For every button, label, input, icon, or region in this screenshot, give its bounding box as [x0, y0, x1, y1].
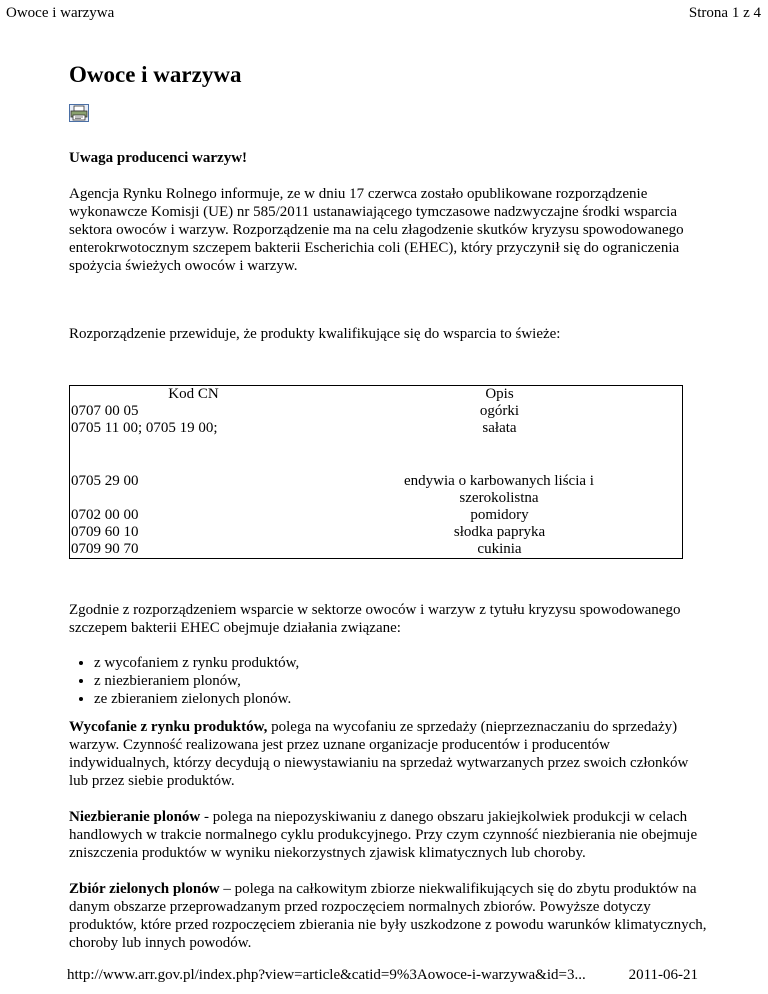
- regulation-intro: Rozporządzenie przewiduje, że produkty kwalifikujące się do wsparcia to świeże:: [69, 326, 561, 342]
- table-row: [70, 507, 683, 524]
- product-desc: endywia o karbowanych liścia i szerokolistna: [404, 473, 594, 506]
- green-harvest-paragraph: [69, 880, 709, 952]
- green-harvest-text: – polega na całkowitym zbiorze niekwalifikujących się do zbytu produktów na danym obszarze przeprowadzanym przed rozpoczęciem normalnych zbiorów. Powyższe dotyczy produktów, które przed rozpoczęciem zbierania nie były uszkodzone z powodu warunków klimatycznych, choroby lub innych powodów.: [69, 881, 707, 951]
- table-row: [70, 403, 683, 420]
- products-table: [69, 385, 683, 559]
- cn-code: 0707 00 05: [71, 403, 139, 419]
- table-header-row: [70, 386, 683, 404]
- cn-code: 0705 29 00: [71, 473, 139, 489]
- list-item: • z niezbieraniem plonów,: [94, 672, 709, 690]
- product-desc: pomidory: [470, 507, 529, 523]
- nonharvest-paragraph: [69, 808, 709, 862]
- article: [69, 60, 709, 952]
- header-title: Owoce i warzywa: [6, 5, 115, 21]
- footer-date: 2011-06-21: [628, 967, 698, 983]
- product-desc: cukinia: [477, 541, 522, 557]
- notice-heading: Uwaga producenci warzyw!: [69, 150, 248, 166]
- withdrawal-term: Wycofanie z rynku produktów,: [69, 719, 268, 735]
- print-icon[interactable]: [69, 104, 89, 122]
- green-harvest-term: Zbiór zielonych plonów: [69, 881, 220, 897]
- header-page-number: Strona 1 z 4: [688, 5, 761, 21]
- footer-url: http://www.arr.gov.pl/index.php?view=article&catid=9%3Aowoce-i-warzywa&id=3...: [67, 967, 586, 983]
- withdrawal-paragraph: [69, 718, 709, 790]
- cn-code: 0702 00 00: [71, 507, 139, 523]
- product-desc: słodka papryka: [453, 524, 546, 540]
- table-row: [70, 541, 683, 559]
- withdrawal-text: polega na wycofaniu ze sprzedaży (nieprzeznaczaniu do sprzedaży) warzyw. Czynność realizowana jest przez uznane organizacje producentów i producentów indywidualnych, którzy decydują o niewystawianiu na sprzedaż wytwarzanych przez swoich członków lub przez siebie produktów.: [69, 719, 689, 789]
- list-item: • ze zbieraniem zielonych plonów.: [94, 690, 709, 708]
- intro-paragraph: Agencja Rynku Rolnego informuje, ze w dniu 17 czerwca zostało opublikowane rozporządzenie wykonawcze Komisji (UE) nr 585/2011 ustanawiającego tymczasowe nadzwyczajne środki wsparcia sektora owoców i warzyw. Rozporządzenie ma na celu złagodzenie skutków kryzysu spowodowanego enterokrwotocznym szczepem bakterii Escherichia coli (EHEC), który przyczynił się do ograniczenia spożycia świeżych owoców i warzyw.: [69, 186, 684, 274]
- column-header-code: Kod CN: [168, 386, 219, 402]
- actions-list: [69, 654, 709, 708]
- table-row: [70, 473, 683, 507]
- cn-code: 0705 11 00; 0705 19 00;: [71, 420, 218, 436]
- table-row: [70, 420, 683, 473]
- nonharvest-term: Niezbieranie plonów: [69, 809, 201, 825]
- table-row: [70, 524, 683, 541]
- cn-code: 0709 90 70: [71, 541, 139, 557]
- support-intro: Zgodnie z rozporządzeniem wsparcie w sektorze owoców i warzyw z tytułu kryzysu spowodowanego szczepem bakterii EHEC obejmuje działania związane:: [69, 602, 681, 636]
- page-title: Owoce i warzywa: [69, 62, 242, 87]
- list-item: • z wycofaniem z rynku produktów,: [94, 654, 709, 672]
- product-desc: sałata: [482, 420, 517, 436]
- product-desc: ogórki: [479, 403, 520, 419]
- cn-code: 0709 60 10: [71, 524, 139, 540]
- column-header-desc: Opis: [485, 386, 514, 402]
- nonharvest-text: - polega na niepozyskiwaniu z danego obszaru jakiejkolwiek produkcji w celach handlowych w trakcie normalnego cyklu produkcyjnego. Przy czym czynność niezbierania nie obejmuje zniszczenia produktów w wyniku niekorzystnych zjawisk klimatycznych lub choroby.: [69, 809, 698, 861]
